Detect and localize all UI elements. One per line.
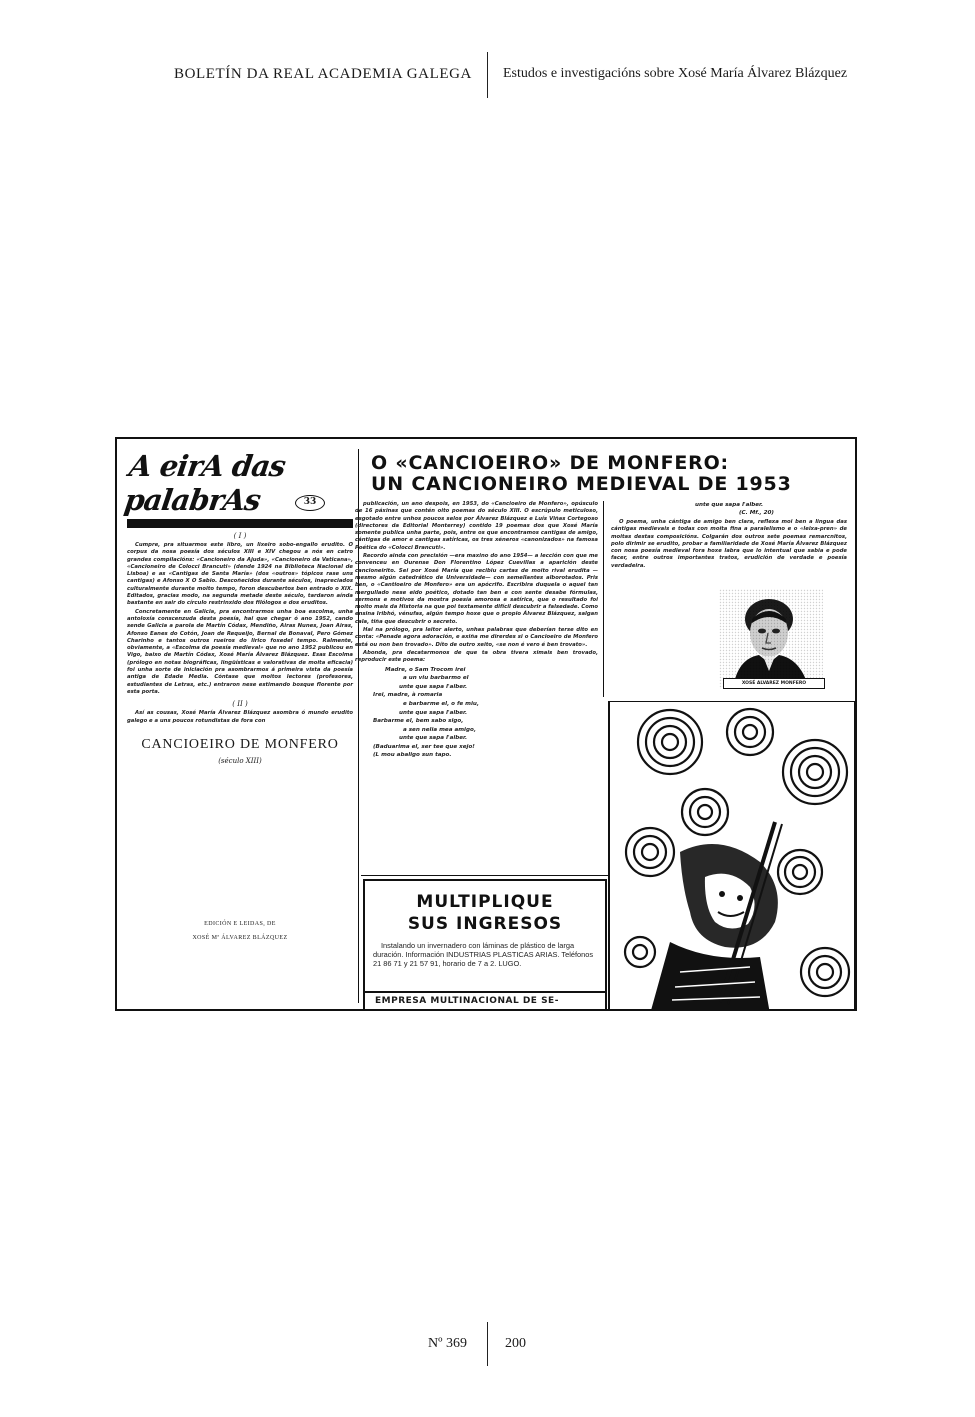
footer-divider <box>487 1322 488 1366</box>
clipping-column-3 <box>611 501 847 571</box>
poem-tail: unte que sapa l'alber. <box>695 502 764 508</box>
paragraph: Hai na prólogo, pra leitor alerto, unhas palabras que deberían terse dito en conta: «Penade agora adoración, e axiña me direrdes si o Cancioeiro de Monfero está ou non ben trovado». Díto de outro xeito, «se non é vero é ben trovato». <box>355 627 598 648</box>
page-number: 200 <box>505 1336 526 1351</box>
poem-line: a sen nelia mea amigo, <box>403 726 476 733</box>
ad-title-line-2: SUS INGRESOS <box>407 914 563 934</box>
poem-line: e barbarme el, o fe miu, <box>403 700 479 707</box>
headline-line-2: UN CANCIONEIRO MEDIEVAL DE 1953 <box>371 473 792 495</box>
paragraph: Así as cousas, Xosé María Álvarez Blázquez asombra ó mundo erudito galego e a uns poucos rotundistas de fora con <box>127 710 353 724</box>
column-1-closing <box>127 710 353 725</box>
photo-caption: XOSÉ ALVAREZ MONFERO <box>723 678 825 689</box>
poem-line: (Baduarima el, ser tee que xejo! <box>373 743 475 750</box>
author-photo <box>719 589 823 689</box>
portrait-image <box>719 589 823 689</box>
section-divider <box>361 875 609 876</box>
column-divider <box>603 501 604 697</box>
poem <box>373 666 598 761</box>
troubadour-woodcut <box>610 702 855 1011</box>
ad-title-line-1: MULTIPLIQUE <box>416 892 554 912</box>
advertisement-2: EMPRESA MULTINACIONAL DE SE- <box>363 991 607 1011</box>
paragraph: Recordo ainda con precisión —era maxino do ano 1954— a lección con que me convenceu en Ourense Don Florentino López Cuevillas a aparición deste cancioneirito. Sei por Xosé María que recibiu cartas de moito rival erudita —mesmo algún catedrático de Universidade— con semellantes alborotados. Pris ben, o «Cantioeiro de Monfero» era un apócrifo. Escribira duquela o aquel tan mergullado nese eido poético, dotado tan ben e con sente desabe fórmulas, sermons e motivos da mostra poesía amorosa e satírica, que o resultado foi moito mais da Historia na que poi textamente difícil descubrir a falsedade. Como ensina Iribhó, vénufas, algún tempo hoxe que o propio Álvarez Blázquez, salgan cala, tiña que descubrir o secreto. <box>355 553 598 625</box>
column-3-text <box>611 519 847 570</box>
masthead: A eirA das palabrAs <box>122 449 288 517</box>
journal-title: BOLETÍN DA REAL ACADEMIA GALEGA <box>173 66 472 82</box>
poem-line: unte que sapa l'alber. <box>399 709 468 716</box>
advertisement <box>363 879 607 1003</box>
article-headline <box>371 453 841 495</box>
column-divider <box>608 701 609 1011</box>
column-2-text <box>355 501 598 665</box>
poem-line: Irei, madre, à romaria <box>373 692 443 699</box>
edition-line-1: EDICIÓN E LEIDAS, DE <box>204 921 276 927</box>
poem-line: Barbarme el, bem sabo sigo, <box>373 718 464 725</box>
poem-reference: (C. Mf., 20) <box>739 510 774 516</box>
ad-body: Instalando un invernadero con láminas de plástico de larga duración. Información INDUSTRIAS PLASTICAS ARIAS. Teléfonos 21 86 71 y 21 57 91, horario de 7 a 2. LUGO. <box>373 941 594 969</box>
paragraph: publicación, un ano despois, en 1953, do «Cancioeiro de Monfero», opúsculo de 16 páxinas que contén oito poemas do século XIII. O escrúpulo meticuloso, esgotado entre unhos poucos selos por Álvarez Blázquez e Luís Viñas Cortegoso (directores da Editorial Monterrey) contido 19 poemas dos que Xosé María somente publica unha parte, pois, entre os que encontramos cantigas de amigo, cántigas de amor e cantigas satíricas, os tres xéneros «canonizados» na famosa Poética do «Colocci Brancuti». <box>355 501 598 551</box>
paragraph: Concretamente en Galicia, pra encontrarmos unha boa escolma, unha antoloxía conscenzuda desta poesía, hai que chegar ó ano 1952, cando sende Galicia a parola de Martín Códax, Mendiño, Airas Nunes, Joan Airas, Afonso Eanes do Cotón, Joan de Requeijo, Bernal de Bonaval, Pero Gómez Charinho e tantos outros rueiros do lirico foxedel tempo. Ralmente, obviamente, a «Escolma da poesía medieval» que no ano 1952 publicou en Vigo, baixo de Martín Códax, Xosé María Álvarez Blázquez. Esas Escolma (prólogo en notas biográficas, lingüísticas e valorativas de moita eficacia) foi unha sorte de iniciación pra asombrarmos á primeira vista da poesía antiga de Edade Media. Cóntase que moitos lectores (profesores, estudiantes de Letras, etc.) entraron nese estimando bosque florente por esta porta. <box>127 608 353 695</box>
medieval-illustration <box>609 701 855 1011</box>
section-marker-2: ( II ) <box>232 700 248 709</box>
masthead-rule <box>127 519 353 528</box>
column-1-text <box>127 542 353 696</box>
paragraph: Cumpre, pra situarmos este libro, un lixeiro sobo-engallo erudito. O corpus da nosa poesía dos séculos XIII e XIV chegou a nós en catro grandes compilacións: «Cancioneiro da Ajuda», «Cancioneiro da Vaticana», «Cancioneiro de Colocci Brancuti» (dende 1924 na Biblioteca Nacional de Lisboa) e as «Cantigas de Santa María» (dos «outros» tópicos rase uns cantigas) e Afonso X O Sabio. Descoñecidos durante séculos, inapreciados culturalmente durante moito tempo, foron descubertos ben entrado o XIX. Editados, gracias modo, na segunda metade deste século, tardaron aínda bastante en sair do círculo restrinxido dos filólogos e dos eruditos. <box>127 542 353 607</box>
poem-line: (L mou abaligo sun tapo. <box>373 752 452 759</box>
clipping-column-1 <box>122 449 353 999</box>
section-marker-1: ( I ) <box>233 532 247 540</box>
masthead-badge: 33 <box>295 495 325 511</box>
poem-line: unte que sapa l'alber. <box>399 735 468 742</box>
paragraph: Abonda, pra decatarmonos de que ta obra tivera ximais ben trovado, reproducir este poema: <box>355 649 598 664</box>
newspaper-clipping <box>115 437 857 1011</box>
book-subtitle: (século XIII) <box>218 756 262 765</box>
poem-line: unte que sapa l'alber. <box>399 683 468 690</box>
paragraph: O poema, unha cántiga de amigo ben clara, reflexa moi ben a lingua das cántigas medievais e todas con moita fina a paralelismo e o «leixa-pren» de moitas destas composicións. Colgarán dos outros sete poemas remarcnitos, polo dirimir se erudito, probar a familiaridade de Xosé María Álvarez Blázquez con nosa poesía medieval fora hoxe labra que lo intentual que sabia e pode facer, entre outros importantes tratos, erudición de verdade e poesía verdadeira. <box>611 519 847 569</box>
section-title: Estudos e investigacións sobre Xosé María Álvarez Blázquez <box>503 66 848 81</box>
book-title: CANCIOEIRO DE MONFERO <box>141 736 339 752</box>
poem-line: a un viu barbarmo el <box>403 675 469 682</box>
issue-number: Nº 369 <box>428 1336 467 1351</box>
poem-line: Madre, o Sam Trocom irei <box>385 666 466 673</box>
headline-line-1: O «CANCIOEIRO» DE MONFERO: <box>371 452 729 474</box>
clipping-column-2 <box>355 501 598 760</box>
header-divider <box>487 52 488 98</box>
edition-line-2: XOSÉ Mª ÁLVAREZ BLÁZQUEZ <box>192 935 288 941</box>
